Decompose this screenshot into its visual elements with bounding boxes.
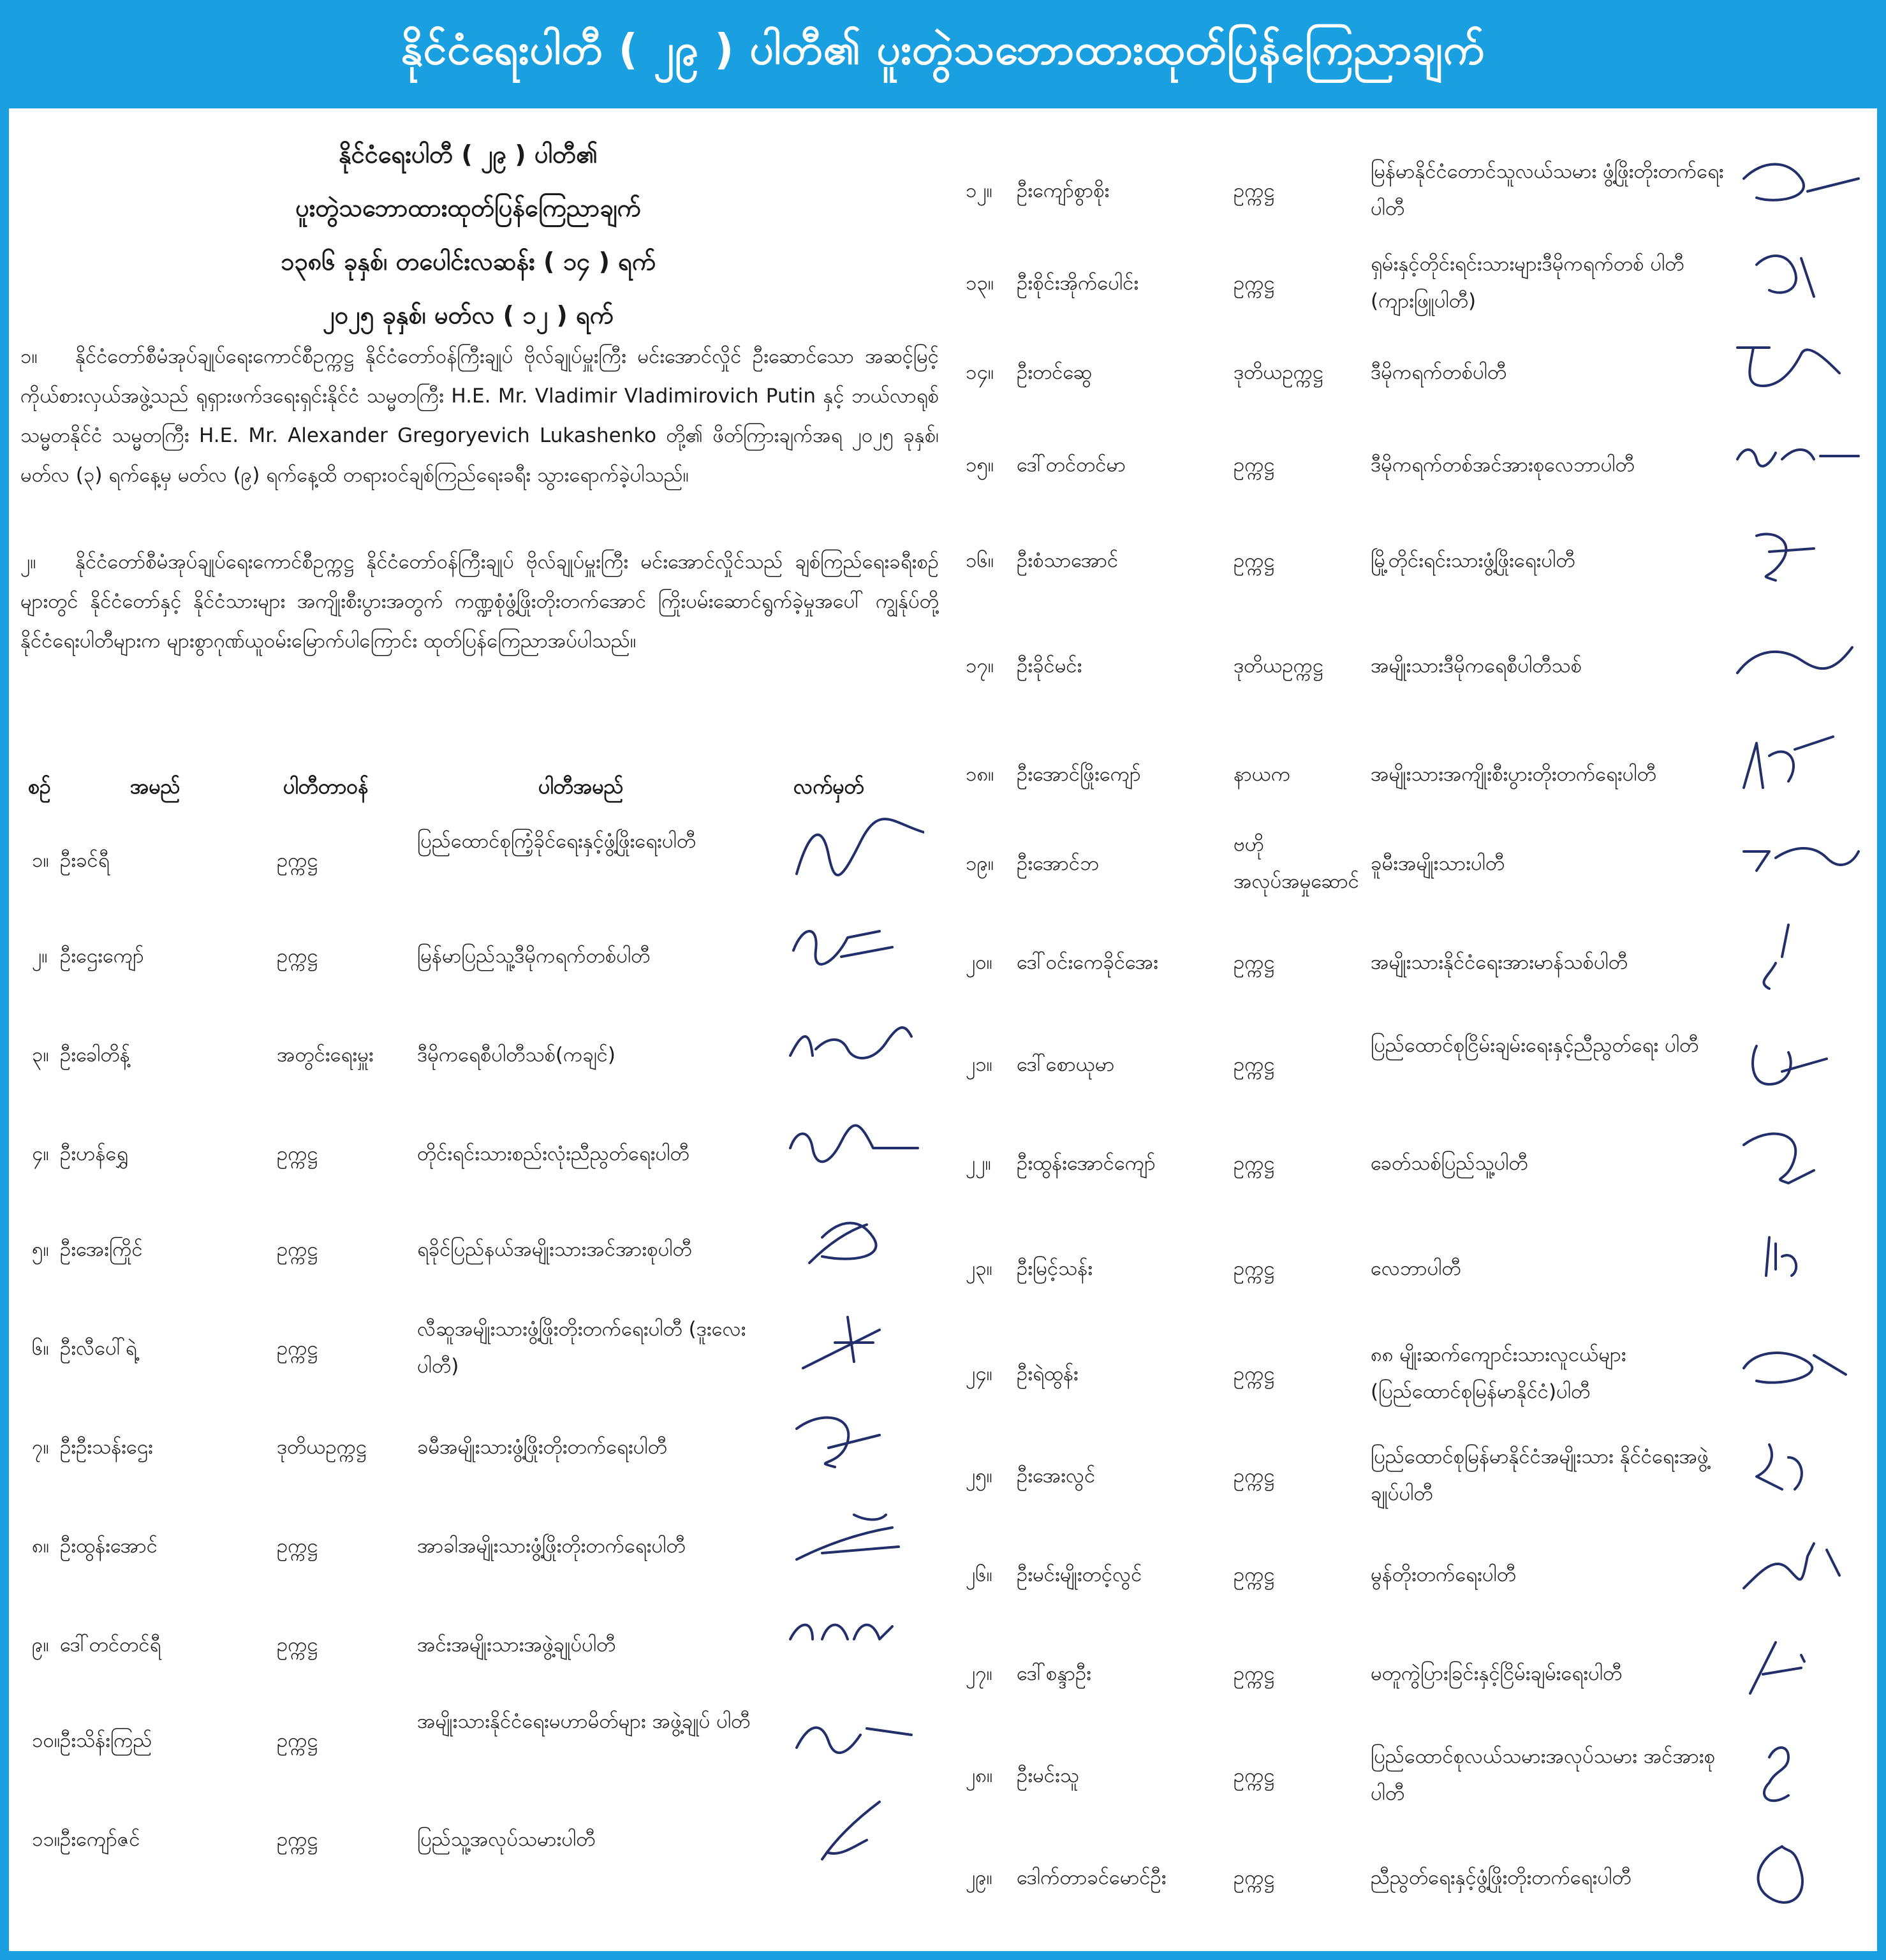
row-party: ခမီအမျိုးသားဖွံ့ဖြိုးတိုးတက်ရေးပါတီ: [417, 1436, 667, 1459]
row-position: နာယက: [1234, 763, 1291, 786]
row-number: ၆။: [32, 1337, 49, 1360]
signature-image: [1731, 147, 1871, 223]
row-party: ပြည်ထောင်စုငြိမ်းချမ်းရေးနှင့်ညီညွတ်ရေး ပါတီ: [1371, 1034, 1699, 1057]
row-number: ၁၉။: [966, 852, 994, 875]
row-number: ၂။: [32, 945, 48, 968]
row-name: ဦးစံသာအောင်: [1017, 549, 1119, 572]
row-number: ၁၃။: [966, 272, 994, 295]
paragraph-number: ၂။: [20, 550, 36, 573]
row-party: ဒီမိုကရက်တစ်ပါတီ: [1371, 361, 1507, 384]
row-party: မတူကွဲပြားခြင်းနှင့်ငြိမ်းချမ်းရေးပါတီ: [1371, 1662, 1623, 1685]
row-position: ဥက္ကဋ္ဌ: [1234, 951, 1275, 974]
row-name: ဦးအေးလွင်: [1017, 1464, 1096, 1487]
row-name: ဦးဦးသန်းဌေး: [60, 1436, 153, 1459]
signature-image: [1731, 1531, 1871, 1607]
signature-image: [784, 1403, 924, 1480]
row-name: ဦးစိုင်းအိုက်ပေါင်း: [1017, 272, 1139, 295]
row-position: ဥက္ကဋ္ဌ: [277, 1633, 318, 1656]
row-position: ဥက္ကဋ္ဌ: [1234, 1152, 1275, 1175]
row-position: ဥက္ကဋ္ဌ: [1234, 1053, 1275, 1076]
row-number: ၁၀။: [32, 1729, 61, 1752]
row-position: ဥက္ကဋ္ဌ: [1234, 453, 1275, 476]
row-number: ၁၈။: [966, 763, 994, 786]
signature-image: [1731, 421, 1871, 497]
row-name: ဦးအောင်ဘ: [1017, 852, 1099, 875]
signature-image: [1731, 1225, 1871, 1301]
row-position: ဥက္ကဋ္ဌ: [1234, 179, 1275, 202]
signature-image: [784, 1697, 924, 1773]
row-number: ၁၁။: [32, 1828, 61, 1851]
header-line-4: ၂၀၂၅ ခုနှစ်၊ မတ်လ ( ၁၂ ) ရက်: [323, 301, 614, 329]
row-name: ဦးထွန်းအောင်ကျော်: [1017, 1152, 1156, 1175]
row-number: ၂၉။: [966, 1866, 993, 1889]
row-position: ဒုတိယဥက္ကဋ္ဌ: [1234, 361, 1323, 384]
row-number: ၁၄။: [966, 361, 994, 384]
document-sheet: [9, 108, 1877, 1951]
row-name: ဒေါက်တာခင်မောင်ဦး: [1017, 1866, 1167, 1889]
row-number: ၂၆။: [966, 1563, 993, 1586]
row-number: ၉။: [32, 1633, 49, 1656]
row-party: ပြည်ထောင်စုမြန်မာနိုင်ငံအမျိုးသား နိုင်ငံရေးအဖွဲ့ချုပ်ပါတီ: [1371, 1445, 1709, 1505]
row-position: ဥက္ကဋ္ဌ: [277, 1238, 318, 1261]
row-name: ဦးသိန်းကြည်: [60, 1729, 152, 1752]
row-position: ဥက္ကဋ္ဌ: [277, 1729, 318, 1752]
row-position: ဥက္ကဋ္ဌ: [1234, 1764, 1275, 1787]
row-name: ဒေါ်ဝင်းကေခိုင်အေး: [1017, 951, 1158, 974]
signature-image: [784, 1011, 924, 1087]
row-number: ၁၂။: [966, 179, 993, 202]
row-party: ရခိုင်ပြည်နယ်အမျိုးသားအင်အားစုပါတီ: [417, 1238, 692, 1261]
paragraph-2: [20, 542, 939, 661]
row-number: ၂၇။: [966, 1662, 993, 1685]
header-line-2: ပူးတွဲသဘောထားထုတ်ပြန်ကြေညာချက်: [295, 194, 641, 222]
signature-image: [1731, 328, 1871, 405]
row-name: ဦးကျော်ဇင်: [60, 1828, 140, 1851]
row-number: ၂၈။: [966, 1764, 993, 1787]
row-party: လေဘာပါတီ: [1371, 1257, 1461, 1280]
signature-image: [784, 816, 924, 893]
row-party: လီဆူအမျိုးသားဖွံ့ဖြိုးတိုးတက်ရေးပါတီ (ဒူးလေးပါတီ): [417, 1318, 746, 1378]
row-party: မြန်မာနိုင်ငံတောင်သူလယ်သမား ဖွံ့ဖြိုးတိုးတက်ရေးပါတီ: [1371, 160, 1724, 220]
row-party: ခူမီးအမျိုးသားပါတီ: [1371, 852, 1505, 875]
row-name: ဒေါ်တင်တင်မာ: [1017, 453, 1126, 476]
row-number: ၇။: [32, 1436, 49, 1459]
paragraph-number: ၁။: [20, 345, 38, 368]
row-name: ဦးခိုင်မင်း: [1017, 654, 1082, 677]
row-party: အမျိုးသားဒီမိုကရေစီပါတီသစ်: [1371, 654, 1582, 677]
header-no: စဉ်: [28, 774, 51, 799]
signature-image: [784, 912, 924, 989]
row-party: မြန်မာပြည်သူ့ဒီမိုကရက်တစ်ပါတီ: [417, 945, 651, 968]
signature-image: [1731, 1834, 1871, 1910]
signature-image: [784, 1502, 924, 1579]
row-party: ညီညွတ်ရေးနှင့်ဖွံ့ဖြိုးတိုးတက်ရေးပါတီ: [1371, 1866, 1632, 1889]
signature-image: [784, 1205, 924, 1282]
row-party: ခေတ်သစ်ပြည်သူ့ပါတီ: [1371, 1152, 1528, 1175]
signature-image: [1731, 1630, 1871, 1706]
row-name: ဦးမင်းသူ: [1017, 1764, 1079, 1787]
row-number: ၂၂။: [966, 1152, 991, 1175]
signature-image: [1731, 1732, 1871, 1808]
row-name: ဦးမင်းမျိုးတင့်လွင်: [1017, 1563, 1142, 1586]
row-party: ရှမ်းနှင့်တိုင်းရင်းသားများဒီမိုကရက်တစ် ပါတီ (ကျားဖြူပါတီ): [1371, 253, 1684, 313]
row-party: ပြည်သူ့အလုပ်သမားပါတီ: [417, 1828, 596, 1851]
row-number: ၂၁။: [966, 1053, 993, 1076]
row-party: ပြည်ထောင်စုလယ်သမားအလုပ်သမား အင်အားစုပါတီ: [1371, 1745, 1716, 1805]
row-position: ဥက္ကဋ္ဌ: [1234, 1563, 1275, 1586]
row-number: ၂၅။: [966, 1464, 993, 1487]
row-position: ဗဟို အလုပ်အမှုဆောင်: [1234, 833, 1359, 893]
header-line-1: နိုင်ငံရေးပါတီ ( ၂၉ ) ပါတီ၏: [339, 140, 598, 168]
row-party: ၈၈ မျိုးဆက်ကျောင်းသားလူငယ်များ (ပြည်ထောင်စုမြန်မာနိုင်ငံ)ပါတီ: [1371, 1343, 1626, 1403]
paragraph-text: နိုင်ငံတော်စီမံအုပ်ချုပ်ရေးကောင်စီဥက္ကဋ္ဌ နိုင်ငံတော်ဝန်ကြီးချုပ် ဗိုလ်ချုပ်မှူးကြီး မင်းအောင်လှိုင် ဦးဆောင်သော အဆင့်မြင့်ကိုယ်စားလှယ်အဖွဲ့သည် ရုရှားဖက်ဒရေးရှင်းနိုင်ငံ သမ္မတကြီး H.E. Mr. Vladimir Vladimirovich Putin နှင့် ဘယ်လာရုစ်သမ္မတနိုင်ငံ သမ္မတကြီး H.E. Mr. Alexander Gregoryevich Lukashenko တို့၏ ဖိတ်ကြားချက်အရ ၂၀၂၅ ခုနှစ်၊ မတ်လ (၃) ရက်နေ့မှ မတ်လ (၉) ရက်နေ့ထိ တရားဝင်ချစ်ကြည်ရေးခရီး သွားရောက်ခဲ့ပါသည်။: [20, 345, 939, 487]
signature-image: [1731, 1021, 1871, 1097]
row-party: ဒီမိုကရေစီပါတီသစ်(ကချင်): [417, 1043, 615, 1066]
row-party: အမျိုးသားနိုင်ငံရေးအားမာန်သစ်ပါတီ: [1371, 951, 1628, 974]
row-party: အမျိုးသားနိုင်ငံရေးမဟာမိတ်များ အဖွဲ့ချုပ် ပါတီ: [417, 1710, 751, 1733]
paragraph-text: နိုင်ငံတော်စီမံအုပ်ချုပ်ရေးကောင်စီဥက္ကဋ္ဌ နိုင်ငံတော်ဝန်ကြီးချုပ် ဗိုလ်ချုပ်မှူးကြီး မင်းအောင်လှိုင်သည် ချစ်ကြည်ရေးခရီးစဉ်များတွင် နိုင်ငံတော်နှင့် နိုင်ငံသားများ အကျိုးစီးပွားအတွက် ကဏ္ဍစုံဖွံ့ဖြိုးတိုးတက်အောင် ကြိုးပမ်းဆောင်ရွက်ခဲ့မှုအပေါ် ကျွန်ုပ်တို့နိုင်ငံရေးပါတီများက များစွာဂုဏ်ယူဝမ်းမြောက်ပါကြောင်း ထုတ်ပြန်ကြေညာအပ်ပါသည်။: [20, 550, 939, 652]
row-position: ဥက္ကဋ္ဌ: [1234, 272, 1275, 295]
row-number: ၁၇။: [966, 654, 994, 677]
header-line-3: ၁၃၈၆ ခုနှစ်၊ တပေါင်းလဆန်း ( ၁၄ ) ရက်: [280, 247, 656, 276]
row-position: ဥက္ကဋ္ဌ: [277, 1337, 318, 1360]
signature-image: [1731, 820, 1871, 896]
signature-image: [1731, 730, 1871, 807]
row-position: ဒုတိယဥက္ကဋ္ဌ: [277, 1436, 367, 1459]
row-name: ဦးအေးကြိုင်: [60, 1238, 143, 1261]
row-number: ၂၃။: [966, 1257, 993, 1280]
statement-header: [92, 128, 844, 342]
row-position: ဥက္ကဋ္ဌ: [1234, 549, 1275, 572]
signature-image: [784, 1304, 924, 1381]
row-position: ဥက္ကဋ္ဌ: [1234, 1362, 1275, 1385]
row-party: ဒီမိုကရက်တစ်အင်အားစုလေဘာပါတီ: [1371, 453, 1635, 476]
signature-image: [784, 1795, 924, 1872]
row-number: ၁။: [32, 849, 49, 872]
row-name: ဦးထွန်းအောင်: [60, 1535, 158, 1558]
row-name: ဦးခင်ရီ: [60, 849, 110, 872]
row-number: ၁၅။: [966, 453, 994, 476]
row-name: ဦးကျော်စွာစိုး: [1017, 179, 1110, 202]
row-position: ဒုတိယဥက္ကဋ္ဌ: [1234, 654, 1323, 677]
signature-image: [1731, 918, 1871, 995]
header-signature: လက်မှတ်: [793, 774, 864, 799]
row-party: အင်းအမျိုးသားအဖွဲ့ချုပ်ပါတီ: [417, 1633, 616, 1656]
row-name: ဦးလီပေါ်ရဲ့: [60, 1337, 137, 1360]
row-position: ဥက္ကဋ္ဌ: [1234, 1866, 1275, 1889]
row-name: ဦးမြင့်သန်း: [1017, 1257, 1093, 1280]
row-name: ဦးတင်ဆွေ: [1017, 361, 1093, 384]
paragraph-1: [20, 337, 939, 495]
row-name: ဦးအောင်ဖြိုးကျော်: [1017, 763, 1141, 786]
row-number: ၂၀။: [966, 951, 993, 974]
row-position: ဥက္ကဋ္ဌ: [1234, 1464, 1275, 1487]
header-party: ပါတီအမည်: [538, 774, 624, 799]
signature-image: [1731, 1119, 1871, 1196]
signature-image: [1731, 622, 1871, 698]
row-party: အမျိုးသားအကျိုးစီးပွားတိုးတက်ရေးပါတီ: [1371, 763, 1656, 786]
row-party: မြို့တိုင်းရင်းသားဖွံ့ဖြိုးရေးပါတီ: [1371, 549, 1575, 572]
header-name: အမည်: [130, 774, 180, 799]
signature-image: [1731, 1432, 1871, 1508]
row-name: ဒေါ်စန္ဒာဦး: [1017, 1662, 1092, 1685]
title-banner: [0, 0, 1886, 107]
row-party: မွန်တိုးတက်ရေးပါတီ: [1371, 1563, 1517, 1586]
row-position: ဥက္ကဋ္ဌ: [1234, 1662, 1275, 1685]
row-name: ဦးဟန်ရွှေ: [60, 1142, 128, 1165]
row-party: ပြည်ထောင်စုကြံ့ခိုင်ရေးနှင့်ဖွံ့ဖြိုးရေးပါတီ: [417, 830, 696, 853]
row-position: ဥက္ကဋ္ဌ: [277, 1142, 318, 1165]
banner-title: နိုင်ငံရေးပါတီ ( ၂၉ ) ပါတီ၏ ပူးတွဲသဘောထားထုတ်ပြန်ကြေညာချက်: [401, 24, 1485, 74]
row-name: ဒေါ်စောယုမာ: [1017, 1053, 1115, 1076]
row-number: ၂၄။: [966, 1362, 993, 1385]
row-number: ၃။: [32, 1043, 49, 1066]
row-position: ဥက္ကဋ္ဌ: [277, 945, 318, 968]
signature-image: [784, 1110, 924, 1186]
signature-image: [1731, 517, 1871, 593]
row-position: ဥက္ကဋ္ဌ: [277, 849, 318, 872]
row-number: ၅။: [32, 1238, 49, 1261]
header-position: ပါတီတာဝန်: [283, 774, 369, 799]
row-position: ဥက္ကဋ္ဌ: [277, 1535, 318, 1558]
row-number: ၄။: [32, 1142, 49, 1165]
row-position: အတွင်းရေးမှူး: [277, 1043, 374, 1066]
row-position: ဥက္ကဋ္ဌ: [277, 1828, 318, 1851]
row-number: ၈။: [32, 1535, 50, 1558]
row-name: ဦးခေါတိန့်: [60, 1043, 130, 1066]
row-name: ဦးရဲထွန်း: [1017, 1362, 1079, 1385]
signature-image: [1731, 1330, 1871, 1406]
signature-image: [1731, 239, 1871, 316]
row-number: ၁၆။: [966, 549, 994, 572]
signature-image: [784, 1601, 924, 1677]
row-party: အာခါအမျိုးသားဖွံ့ဖြိုးတိုးတက်ရေးပါတီ: [417, 1535, 686, 1558]
row-name: ဦးဌေးကျော်: [60, 945, 144, 968]
row-party: တိုင်းရင်းသားစည်းလုံးညီညွတ်ရေးပါတီ: [417, 1142, 689, 1165]
row-name: ဒေါ်တင်တင်ရီ: [60, 1633, 161, 1656]
row-position: ဥက္ကဋ္ဌ: [1234, 1257, 1275, 1280]
